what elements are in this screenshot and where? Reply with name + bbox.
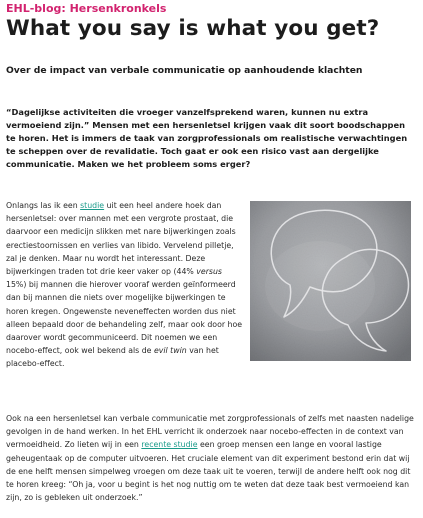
intro-paragraph: “Dagelijkse activiteiten die vroeger vanzelfsprekend waren, kunnen nu extra vermoeiend zijn.” Mensen met een hersenletsel krijgen vaak dit soort boodschappen te horen. Het is immers de taak van zorgprofessionals om realistische verwachtingen te scheppen over de revalidatie. Toch gaat er ook een risico vast aan dergelijke communicatie. Maken we het probleem soms erger? bbox=[6, 107, 408, 169]
body-paragraph-1 bbox=[6, 199, 244, 371]
p1-text-b: uit een heel andere hoek dan hersenletsel: over mannen met een vergrote prostaat, die daarvoor een medicijn slikken met nare bijwerkingen zoals erectiestoornissen en verlies van libido. Vervelend pilletje, zal je denken. Maar nu wordt het interessant. Deze bijwerkingen traden tot drie keer vaker op (44% bbox=[6, 201, 236, 277]
page-title: What you say is what you get? bbox=[6, 16, 380, 41]
p1-text-c: 15%) bij mannen die hierover vooraf werden geïnformeerd dan bij mannen die niets over mogelijke bijwerkingen te horen kregen. Ongewenste neveneffecten worden dus niet alleen bepaald door de behandeling zelf, maar ook door hoe daarover wordt gecommuniceerd. Dit noemen we een bbox=[6, 280, 243, 343]
p1-text-a: Onlangs las ik een bbox=[6, 201, 81, 210]
speech-bubbles-illustration bbox=[250, 201, 411, 361]
p1-italic-evil-twin: evil twin bbox=[153, 346, 187, 356]
recente-studie-link[interactable]: recente studie bbox=[141, 440, 198, 450]
p2-text-b: een groep mensen een lange en vooral lastige geheugentaak op de computer uitvoeren. Het cruciale element van dit experiment bestond erin dat wij de ene helft mensen simpelweg vroegen om deze taak uit te voeren, terwijl de andere helft ook nog dit te horen kreeg: “Oh ja, voor u begint is het nog nuttig om te weten dat deze taak best vermoeiend kan zijn, zo is gebleken uit onderzoek.” bbox=[6, 440, 411, 503]
page-subtitle: Over de impact van verbale communicatie op aanhoudende klachten bbox=[6, 65, 363, 76]
p1-italic-versus: versus bbox=[196, 267, 222, 277]
speech-bubbles-chalk-illustration-icon bbox=[250, 201, 411, 361]
p1-text-d-line bbox=[6, 346, 219, 368]
blog-category: EHL-blog: Hersenkronkels bbox=[6, 2, 167, 15]
p1-text-e: van het placebo-effect. bbox=[6, 346, 219, 369]
body-paragraph-2 bbox=[6, 412, 414, 504]
p2-text-a: Ook na een hersenletsel kan verbale communicatie met zorgprofessionals of zelfs met naasten nadelige gevolgen in de hand werken. In het EHL verricht ik onderzoek naar nocebo-effecten in de context van vermoeidheid. Zo lieten wij in een bbox=[6, 414, 414, 450]
studie-link[interactable]: studie bbox=[80, 201, 105, 210]
p1-text-d: nocebo-effect, ook wel bekend als de bbox=[6, 346, 154, 356]
